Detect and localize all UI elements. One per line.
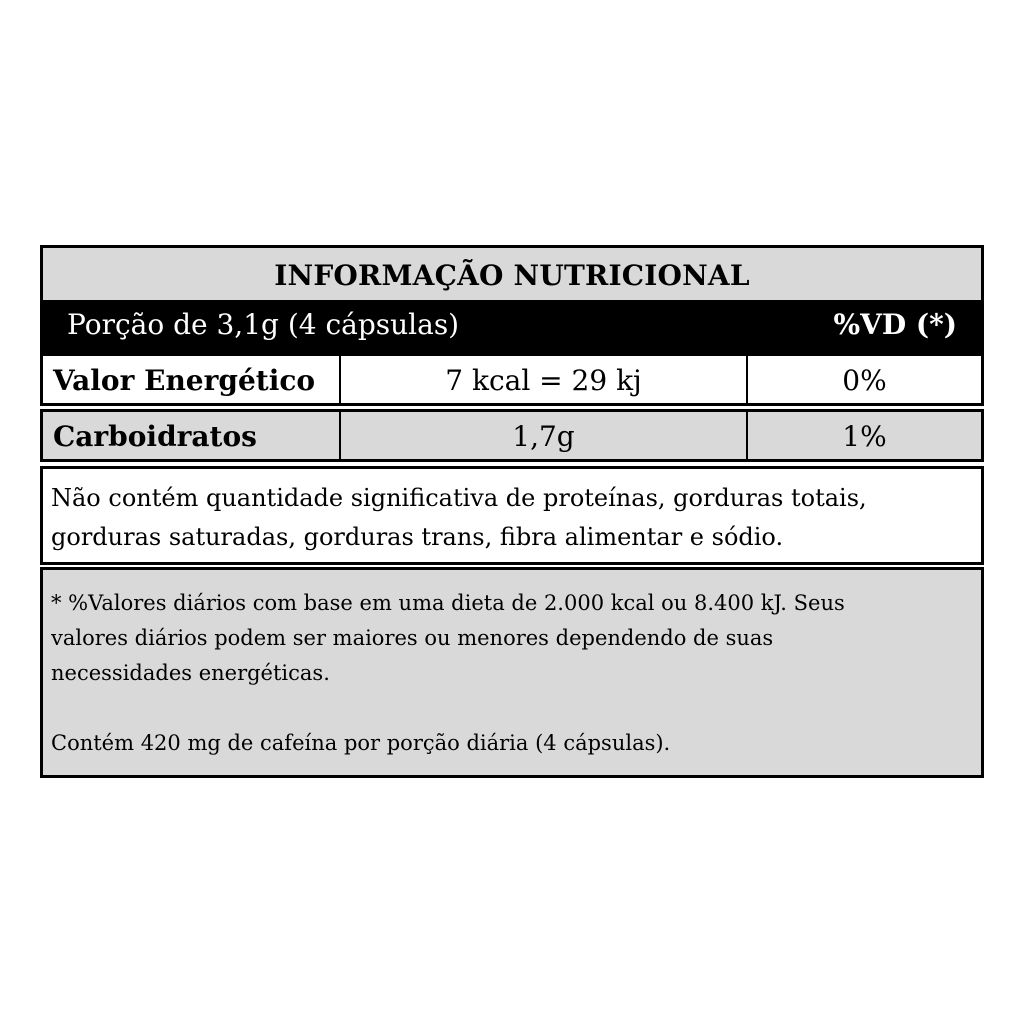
portion-bar (43, 300, 981, 350)
portion-size: Porção de 3,1g (4 cápsulas) (67, 308, 460, 341)
nutrient-row-energy (40, 353, 984, 406)
nutrient-amount: 1,7g (341, 412, 748, 459)
nutrient-name: Valor Energético (43, 356, 341, 403)
nutrient-amount: 7 kcal = 29 kj (341, 356, 748, 403)
nutrition-facts-label (40, 245, 984, 778)
nutrient-daily-value: 0% (842, 364, 887, 397)
nutrition-header (40, 245, 984, 353)
nutrient-daily-value: 1% (842, 420, 887, 453)
note-line: Não contém quantidade significativa de proteínas, gorduras totais, (51, 484, 867, 512)
label-title: INFORMAÇÃO NUTRICIONAL (274, 259, 750, 292)
nutrient-row-carbs (40, 409, 984, 462)
daily-values-footnote (40, 567, 984, 778)
caffeine-note: Contém 420 mg de cafeína por porção diária (4 cápsulas). (51, 731, 671, 755)
footnote-line: valores diários podem ser maiores ou menores dependendo de suas (51, 626, 774, 650)
footnote-line: * %Valores diários com base em uma dieta de 2.000 kcal ou 8.400 kJ. Seus (51, 591, 845, 615)
daily-value-header: %VD (*) (833, 308, 957, 341)
note-line: gorduras saturadas, gorduras trans, fibra alimentar e sódio. (51, 523, 784, 551)
nutrient-name: Carboidratos (43, 412, 341, 459)
insignificant-nutrients-note (40, 466, 984, 565)
footnote-line: necessidades energéticas. (51, 661, 330, 685)
